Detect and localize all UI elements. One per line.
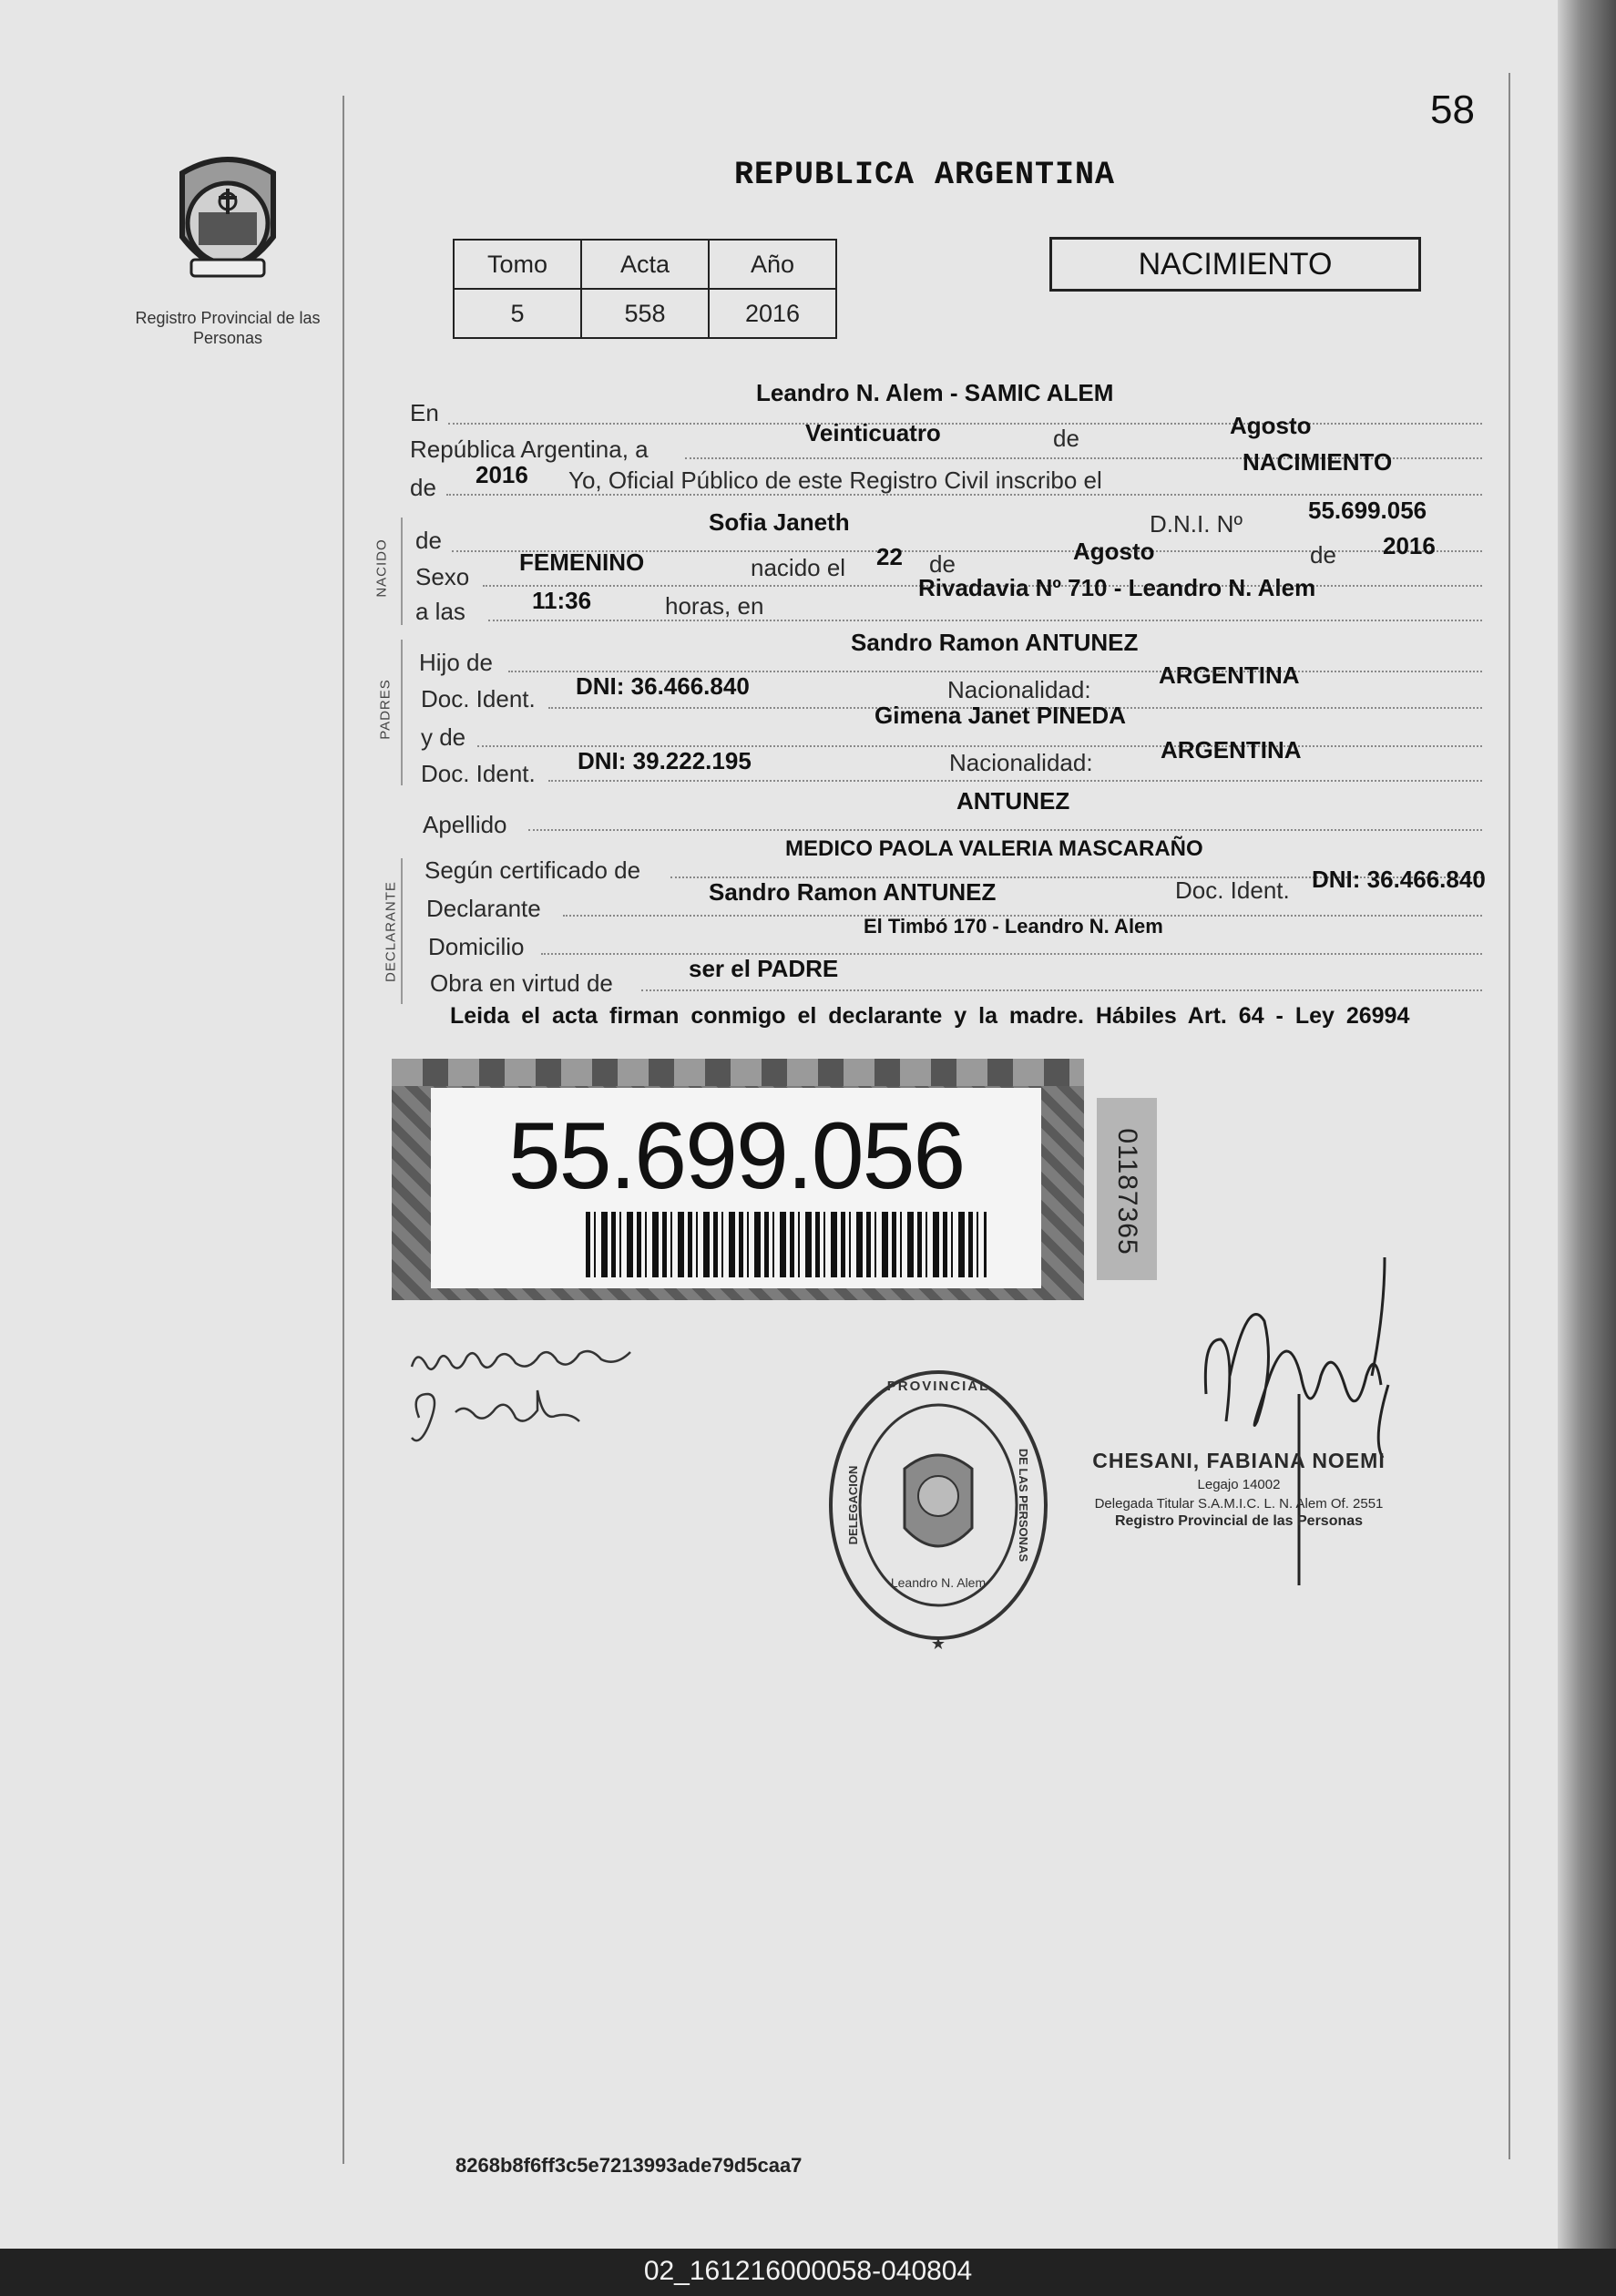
certificado-value: MEDICO PAOLA VALERIA MASCARAÑO [785,836,1203,861]
alas-label: a las [415,598,465,625]
serial-tag [1097,1098,1157,1280]
header-anio: Año [709,240,836,289]
yde-label: y de [421,723,466,751]
nacido-label: nacido el [751,554,846,581]
birth-time: 11:36 [532,587,592,614]
header-acta: Acta [581,240,709,289]
father-name: Sandro Ramon ANTUNEZ [851,629,1139,656]
value-tomo: 5 [454,289,581,338]
de-label-2: de [410,474,436,501]
dotted-line [448,423,1482,425]
left-margin-line [343,96,344,2164]
mother-nationality: ARGENTINA [1161,736,1302,764]
page-number: 58 [1430,87,1475,132]
province-seal-logo [155,150,301,296]
sexo-label: Sexo [415,563,470,590]
svg-text:Leandro N. Alem: Leandro N. Alem [890,1575,987,1590]
doc-label-3: Doc. Ident. [1175,876,1290,904]
apellido-label: Apellido [423,811,507,838]
official-name: CHESANI, FABIANA NOEMI [1092,1449,1386,1472]
registry-table [453,239,837,339]
svg-text:★: ★ [930,1635,946,1654]
declarante-doc: DNI: 36.466.840 [1312,866,1486,893]
value-anio: 2016 [709,289,836,338]
apellido-value: ANTUNEZ [956,787,1070,815]
official-block [1029,1449,1448,1530]
doc-label: Doc. Ident. [421,685,536,712]
month-value: Agosto [1230,412,1312,439]
republic-label: República Argentina, a [410,436,649,463]
dotted-line [548,780,1482,782]
padres-section-label: PADRES [377,679,394,740]
dotted-line [488,620,1482,621]
official-role: Delegada Titular S.A.M.I.C. L. N. Alem Of. 2551 [1094,1496,1384,1512]
declarante-label: Declarante [426,895,541,922]
birth-day: 22 [876,543,903,570]
obra-label: Obra en virtud de [430,969,613,997]
officer-text: Yo, Oficial Público de este Registro Civil inscribo el [568,466,1102,494]
dotted-line [541,953,1482,955]
nacionalidad-label-2: Nacionalidad: [949,749,1093,776]
document-type-box: NACIMIENTO [1049,237,1421,292]
de-label-3: de [415,527,442,554]
declarant-signature [401,1339,656,1476]
svg-text:PROVINCIAL: PROVINCIAL [886,1379,990,1394]
serial-number: 01187365 [1112,1128,1142,1256]
place-value: Leandro N. Alem - SAMIC ALEM [756,379,1114,406]
svg-text:DE LAS PERSONAS: DE LAS PERSONAS [1017,1448,1030,1563]
registry-stamp [824,1368,1052,1658]
file-id: 02_161216000058-040804 [643,2256,973,2286]
year-value: 2016 [476,461,528,488]
official-registry: Registro Provincial de las Personas [1114,1513,1364,1529]
page-edge-shadow [1558,0,1616,2249]
sticker-number: 55.699.056 [507,1103,965,1209]
declarante-section-label: DECLARANTE [383,881,399,982]
closing-note: Leida el acta firman conmigo el declarante y la madre. Hábiles Art. 64 - Ley 26994 [450,1003,1410,1029]
sexo-value: FEMENINO [519,548,645,576]
declarante-name: Sandro Ramon ANTUNEZ [709,878,997,906]
child-dni: 55.699.056 [1308,497,1427,524]
de-label-5: de [1310,541,1336,569]
right-margin-line [1509,73,1510,2159]
dni-label: D.N.I. Nº [1150,510,1243,538]
document-hash: 8268b8f6ff3c5e7213993ade79d5caa7 [455,2154,803,2177]
official-legajo: Legajo 14002 [1197,1477,1281,1492]
birth-place: Rivadavia Nº 710 - Leandro N. Alem [918,574,1316,601]
certificado-label: Según certificado de [424,856,641,884]
value-acta: 558 [581,289,709,338]
sticker-security-band [392,1059,1084,1086]
sticker-label [431,1088,1041,1288]
en-label: En [410,399,439,426]
section-separator [401,640,403,785]
svg-text:DELEGACION: DELEGACION [846,1465,860,1545]
hijo-label: Hijo de [419,649,493,676]
section-separator [401,858,403,1004]
domicilio-label: Domicilio [428,933,525,960]
header-tomo: Tomo [454,240,581,289]
birth-month: Agosto [1073,538,1155,565]
nacionalidad-label: Nacionalidad: [947,676,1091,703]
document-title: REPUBLICA ARGENTINA [733,157,1116,193]
doc-label-2: Doc. Ident. [421,760,536,787]
father-nationality: ARGENTINA [1159,661,1300,689]
obra-value: ser el PADRE [689,955,839,982]
logo-caption: Registro Provincial de las Personas [135,309,321,347]
nacido-section-label: NACIDO [373,538,390,598]
birth-year: 2016 [1383,532,1436,559]
de-label-4: de [929,550,956,578]
day-value: Veinticuatro [805,419,941,446]
act-type-value: NACIMIENTO [1243,448,1393,476]
de-label: de [1053,425,1079,452]
domicilio-value: El Timbó 170 - Leandro N. Alem [864,915,1163,938]
horas-label: horas, en [665,592,764,620]
mother-doc: DNI: 39.222.195 [578,747,752,774]
child-name: Sofia Janeth [709,508,850,536]
official-signature [1193,1239,1412,1585]
barcode [586,1212,987,1277]
father-doc: DNI: 36.466.840 [576,672,750,700]
mother-name: Gimena Janet PINEDA [874,702,1126,729]
dni-sticker [392,1059,1084,1300]
dotted-line [528,829,1482,831]
dotted-line [641,989,1482,991]
section-separator [401,518,403,625]
